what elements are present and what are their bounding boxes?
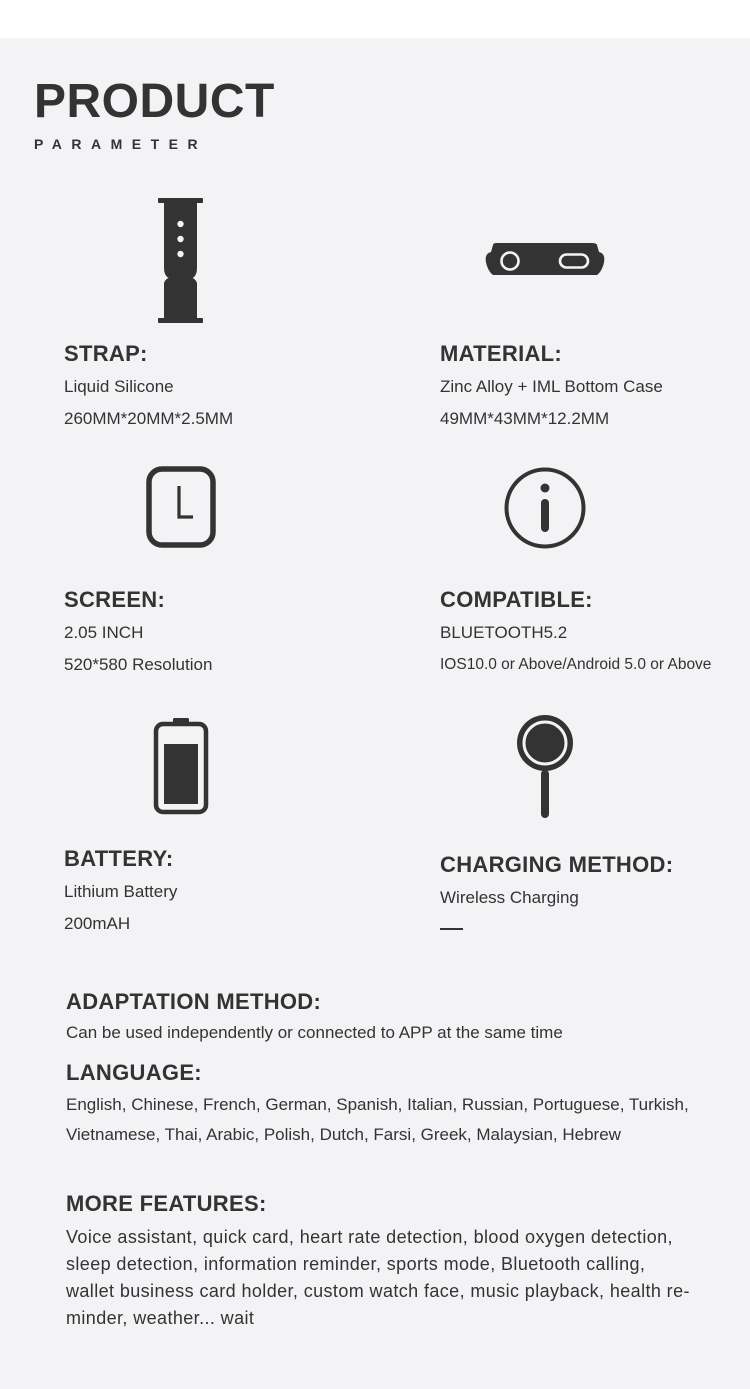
watch-screen-icon	[146, 466, 216, 548]
material-label: MATERIAL:	[440, 341, 563, 366]
info-icon	[503, 466, 587, 550]
features-line: Voice assistant, quick card, heart rate detection, blood oxygen detection,	[66, 1227, 673, 1247]
language-line-1: English, Chinese, French, German, Spanish, Italian, Russian, Portuguese, Turkish,	[66, 1095, 689, 1114]
page-subtitle: PARAMETER	[34, 136, 208, 152]
strap-material: Liquid Silicone	[64, 377, 174, 396]
material-size: 49MM*43MM*12.2MM	[440, 409, 610, 428]
battery-label: BATTERY:	[64, 846, 174, 871]
compatible-systems: IOS10.0 or Above/Android 5.0 or Above	[440, 656, 712, 673]
adaptation-text: Can be used independently or connected to APP at the same time	[66, 1023, 563, 1042]
language-label: LANGUAGE:	[66, 1060, 202, 1085]
language-line-2: Vietnamese, Thai, Arabic, Polish, Dutch, Farsi, Greek, Malaysian, Hebrew	[66, 1125, 621, 1144]
strap-size: 260MM*20MM*2.5MM	[64, 409, 234, 428]
content-panel	[0, 38, 750, 1389]
adaptation-label: ADAPTATION METHOD:	[66, 989, 322, 1014]
battery-capacity: 200mAH	[64, 914, 131, 933]
features-line: minder, weather... wait	[66, 1308, 255, 1328]
compatible-bluetooth: BLUETOOTH5.2	[440, 623, 568, 642]
features-text	[66, 1224, 726, 1332]
strap-label: STRAP:	[64, 341, 148, 366]
battery-type: Lithium Battery	[64, 882, 178, 901]
battery-icon	[153, 718, 209, 815]
features-label: MORE FEATURES:	[66, 1191, 267, 1216]
charging-dash	[440, 928, 463, 930]
watch-strap-icon	[158, 198, 204, 324]
screen-label: SCREEN:	[64, 587, 166, 612]
screen-resolution: 520*580 Resolution	[64, 655, 213, 674]
features-line: sleep detection, information reminder, sports mode, Bluetooth calling,	[66, 1254, 646, 1274]
watch-case-icon	[483, 242, 607, 278]
material-value: Zinc Alloy + IML Bottom Case	[440, 377, 663, 396]
charging-label: CHARGING METHOD:	[440, 852, 674, 877]
features-line: wallet business card holder, custom watch face, music playback, health re-	[66, 1281, 690, 1301]
charging-method: Wireless Charging	[440, 888, 579, 907]
wireless-charger-icon	[513, 712, 577, 820]
compatible-label: COMPATIBLE:	[440, 587, 593, 612]
screen-size: 2.05 INCH	[64, 623, 144, 642]
page-title: PRODUCT	[34, 75, 275, 128]
